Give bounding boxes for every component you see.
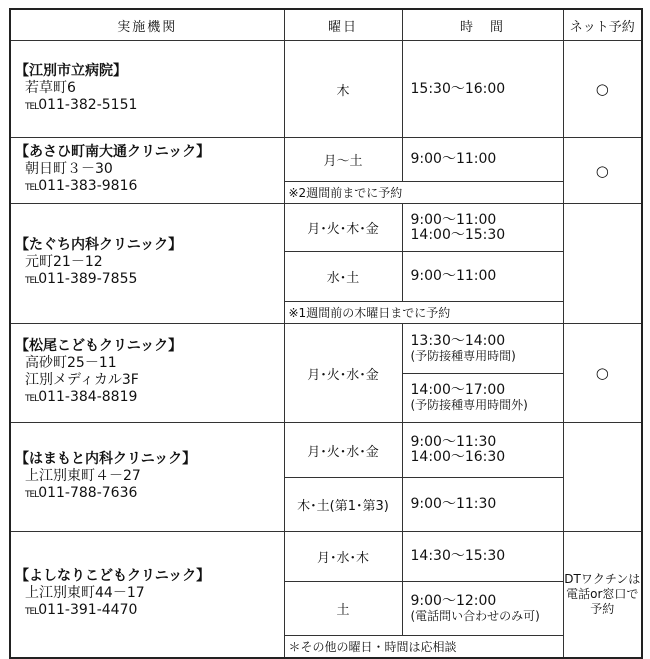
clinic-address: 朝日町３－30 [25, 161, 113, 177]
header-time: 時 間 [402, 9, 563, 41]
time-note: (予防接種専用時間外) [410, 398, 528, 412]
clinic-name: 【はまもと内科クリニック】 [15, 450, 197, 467]
day-cell: 月･火･水･金 [284, 423, 402, 478]
institution-cell [10, 204, 284, 324]
institution-cell [10, 41, 284, 138]
clinic-tel [15, 97, 284, 116]
tel-prefix: TEL [25, 394, 39, 404]
net-reservation-cell [563, 204, 642, 324]
time-value: 9:00〜12:00 [410, 592, 497, 609]
net-reservation-cell: ○ [563, 138, 642, 204]
time-value: 14:30〜15:30 [410, 548, 506, 564]
clinic-tel-number: 011-383-9816 [38, 178, 138, 194]
day-cell: 水･土 [284, 252, 402, 302]
tel-prefix: TEL [25, 183, 39, 193]
time-cell [402, 374, 563, 423]
clinic-tel [15, 178, 284, 197]
time-value: 9:00〜11:30 [410, 434, 497, 450]
time-value: 9:00〜11:00 [410, 268, 497, 284]
time-cell [402, 423, 563, 478]
time-value: 9:00〜11:30 [410, 496, 497, 512]
clinic-tel-number: 011-384-8819 [38, 389, 138, 405]
time-note: (予防接種専用時間) [410, 348, 516, 363]
header-reservation: ネット予約 [563, 9, 642, 41]
day-cell: 月･水･木 [284, 532, 402, 582]
clinic-tel-number: 011-391-4470 [38, 601, 138, 618]
clinic-address: 高砂町25－11 [25, 355, 117, 371]
clinic-address-2: 江別メディカル3F [25, 372, 139, 388]
time-cell [402, 324, 563, 374]
time-cell [402, 41, 563, 138]
clinic-address: 若草町6 [25, 79, 76, 96]
clinic-tel [15, 389, 284, 408]
clinic-tel [15, 485, 284, 504]
day-cell: 木･土(第1･第3) [284, 478, 402, 532]
tel-prefix: TEL [25, 606, 39, 617]
day-cell: 月･火･木･金 [284, 204, 402, 252]
clinic-tel-number: 011-788-7636 [38, 484, 138, 501]
clinic-tel [15, 602, 284, 621]
tel-prefix: TEL [25, 101, 39, 112]
clinic-address: 元町21－12 [25, 254, 103, 270]
tel-prefix: TEL [25, 489, 39, 500]
time-note: (電話問い合わせのみ可) [410, 608, 540, 623]
clinic-address: 上江別東町４－27 [25, 467, 141, 484]
time-cell [402, 252, 563, 302]
reservation-note: ※1週間前の木曜日までに予約 [284, 302, 563, 324]
time-cell [402, 478, 563, 532]
day-cell: 月〜土 [284, 138, 402, 182]
time-value: 9:00〜11:00 [410, 211, 497, 228]
institution-cell [10, 423, 284, 532]
net-reservation-cell [563, 423, 642, 532]
day-cell: 木 [284, 41, 402, 138]
clinic-name: 【あさひ町南大通クリニック】 [15, 144, 211, 160]
time-value: 13:30〜14:00 [410, 332, 506, 349]
time-value: 9:00〜11:00 [410, 151, 497, 167]
net-reservation-cell: DTワクチンは電話or窓口で予約 [563, 532, 642, 658]
time-cell [402, 532, 563, 582]
clinic-tel-number: 011-389-7855 [38, 271, 138, 287]
vaccination-schedule-table [9, 8, 643, 659]
header-day: 曜日 [284, 9, 402, 41]
clinic-name: 【江別市立病院】 [15, 62, 127, 79]
clinic-name: 【たぐち内科クリニック】 [15, 237, 183, 253]
reservation-note: ＊その他の曜日・時間は応相談 [284, 636, 563, 658]
institution-cell [10, 324, 284, 423]
net-reservation-cell: ○ [563, 41, 642, 138]
time-cell [402, 204, 563, 252]
clinic-address: 上江別東町44－17 [25, 584, 145, 601]
clinic-tel [15, 271, 284, 290]
institution-cell [10, 532, 284, 658]
clinic-name: 【よしなりこどもクリニック】 [15, 567, 211, 584]
time-value: 14:00〜17:00 [410, 382, 506, 398]
reservation-note: ※2週間前までに予約 [284, 182, 563, 204]
tel-prefix: TEL [25, 276, 39, 286]
time-cell [402, 138, 563, 182]
net-reservation-cell: ○ [563, 324, 642, 423]
time-value: 15:30〜16:00 [410, 80, 506, 97]
clinic-name: 【松尾こどもクリニック】 [15, 338, 183, 354]
time-value: 14:00〜15:30 [410, 226, 506, 243]
time-value: 14:00〜16:30 [410, 449, 506, 465]
day-cell: 土 [284, 582, 402, 636]
time-cell [402, 582, 563, 636]
institution-cell [10, 138, 284, 204]
day-cell: 月･火･水･金 [284, 324, 402, 423]
header-institution: 実施機関 [10, 9, 284, 41]
clinic-tel-number: 011-382-5151 [38, 96, 138, 113]
